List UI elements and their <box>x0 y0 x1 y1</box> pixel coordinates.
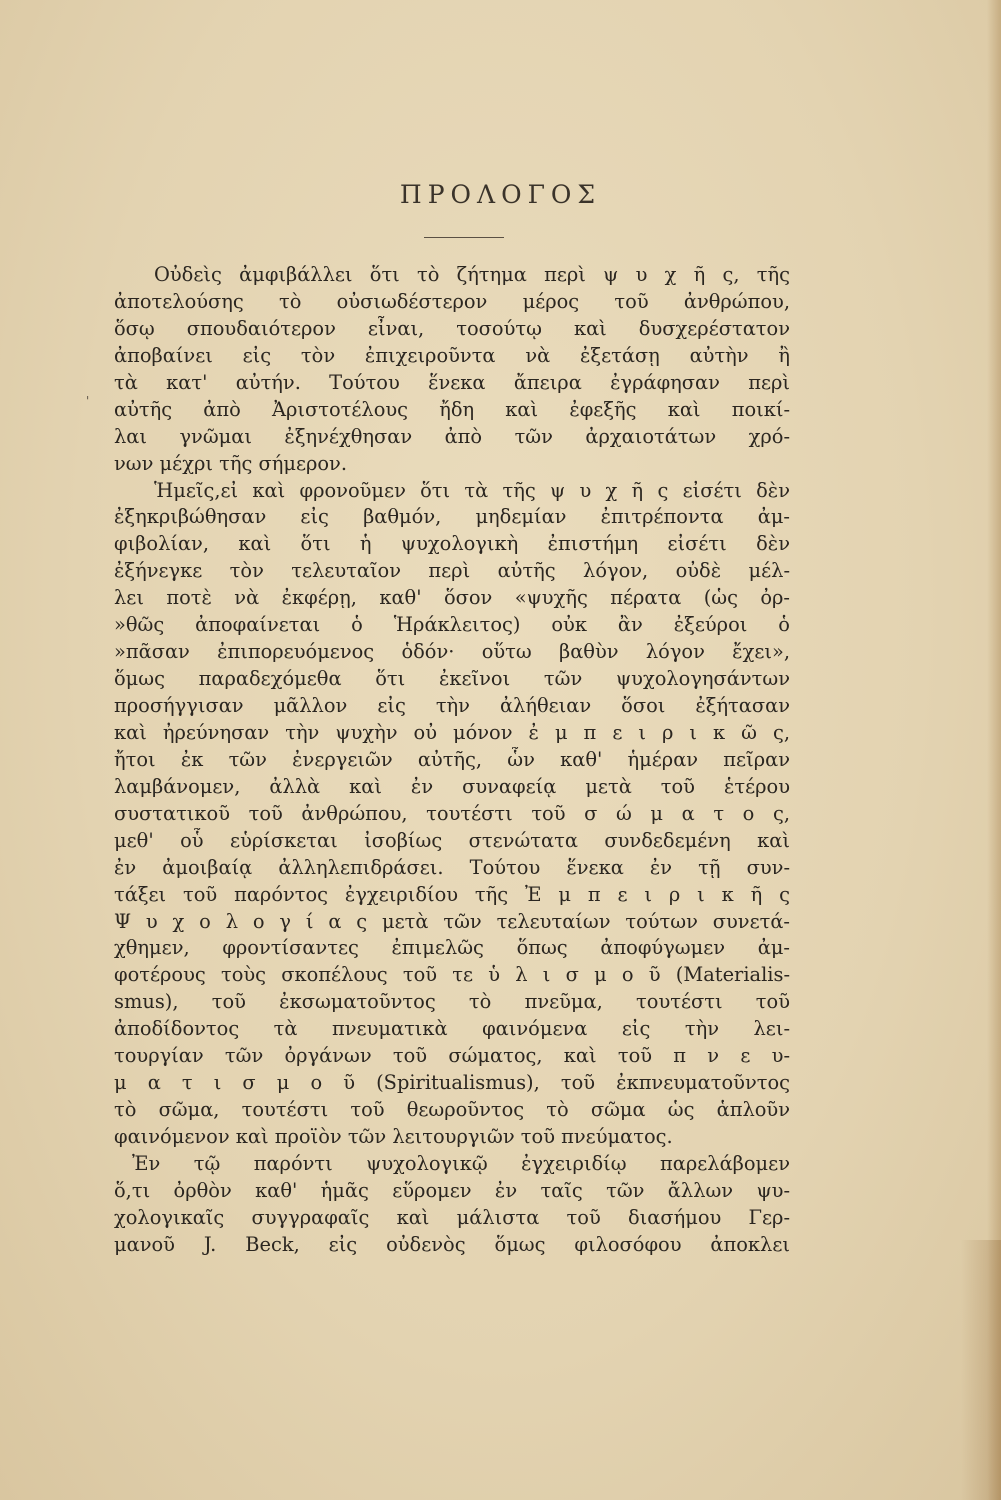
body-text <box>114 262 790 1259</box>
text-line: τουργίαν τῶν ὀργάνων τοῦ σώματος, καὶ τοῦ π ν ε υ- <box>114 1044 790 1068</box>
text-line: ἀποτελούσης τὸ οὐσιωδέστερον μέρος τοῦ ἀνθρώπου, <box>114 289 790 313</box>
text-line: Ἡμεῖς,εἰ καὶ φρονοῦμεν ὅτι τὰ τῆς ψ υ χ ῆ ς εἰσέτι δὲν <box>154 478 790 502</box>
text-line: νων μέχρι τῆς σήμερον. <box>114 451 348 475</box>
text-line: φοτέρους τοὺς σκοπέλους τοῦ τε ὑ λ ι σ μ ο ῦ (Materialis- <box>114 963 790 987</box>
text-line: ὅ,τι ὀρθὸν καθ' ἡμᾶς εὕρομεν ἐν ταῖς τῶν ἄλλων ψυ- <box>114 1178 790 1202</box>
text-line: τὸ σῶμα, τουτέστι τοῦ θεωροῦντος τὸ σῶμα ὡς ἁπλοῦν <box>114 1098 790 1122</box>
text-line: φιβολίαν, καὶ ὅτι ἡ ψυχολογικὴ ἐπιστήμη εἰσέτι δὲν <box>114 532 790 556</box>
text-line: τὰ κατ' αὐτήν. Τούτου ἕνεκα ἄπειρα ἐγράφησαν περὶ <box>114 370 790 394</box>
text-line: καὶ ἠρεύνησαν τὴν ψυχὴν οὐ μόνον ἐ μ π ε ι ρ ι κ ῶ ς, <box>114 720 790 744</box>
text-line: ἤτοι ἐκ τῶν ἐνεργειῶν αὐτῆς, ὧν καθ' ἡμέραν πεῖραν <box>114 747 790 771</box>
text-line: smus), τοῦ ἐκσωματοῦντος τὸ πνεῦμα, τουτέστι τοῦ <box>114 990 790 1014</box>
margin-mark: ' <box>86 394 90 408</box>
text-line: Ψ υ χ ο λ ο γ ί α ς μετὰ τῶν τελευταίων τούτων συνετά- <box>114 909 790 933</box>
text-line: ἀποβαίνει εἰς τὸν ἐπιχειροῦντα νὰ ἐξετάσῃ αὐτὴν ἢ <box>114 343 790 367</box>
text-line: ὅμως παραδεχόμεθα ὅτι ἐκεῖνοι τῶν ψυχολογησάντων <box>114 667 790 691</box>
text-line: Οὐδεὶς ἀμφιβάλλει ὅτι τὸ ζήτημα περὶ ψ υ χ ῆ ς, τῆς <box>154 263 790 286</box>
page-title: ΠΡΟΛΟΓΟΣ <box>399 180 602 209</box>
text-line: μ α τ ι σ μ ο ῦ (Spiritualismus), τοῦ ἐκπνευματοῦντος <box>114 1071 790 1095</box>
text-line: ἐξηκριβώθησαν εἰς βαθμόν, μηδεμίαν ἐπιτρέποντα ἀμ- <box>114 505 790 529</box>
text-line: συστατικοῦ τοῦ ἀνθρώπου, τουτέστι τοῦ σ ώ μ α τ ο ς, <box>114 801 790 825</box>
text-line: χολογικαῖς συγγραφαῖς καὶ μάλιστα τοῦ διασήμου Γερ- <box>114 1205 790 1229</box>
text-line: ὅσῳ σπουδαιότερον εἶναι, τοσούτῳ καὶ δυσχερέστατον <box>114 316 790 340</box>
text-line: ἀποδίδοντος τὰ πνευματικὰ φαινόμενα εἰς τὴν λει- <box>114 1017 790 1041</box>
text-line: λαι γνῶμαι ἐξηνέχθησαν ἀπὸ τῶν ἀρχαιοτάτων χρό- <box>114 424 790 448</box>
text-line: λει ποτὲ νὰ ἐκφέρῃ, καθ' ὅσον «ψυχῆς πέρατα (ὡς ὀρ- <box>114 586 790 610</box>
text-line: χθημεν, φροντίσαντες ἐπιμελῶς ὅπως ἀποφύγωμεν ἀμ- <box>114 936 790 960</box>
text-line: μεθ' οὗ εὑρίσκεται ἰσοβίως στενώτατα συνδεδεμένη καὶ <box>114 828 790 852</box>
text-line: φαινόμενον καὶ προϊὸν τῶν λειτουργιῶν τοῦ πνεύματος. <box>114 1125 673 1148</box>
text-line: ἐν ἀμοιβαίᾳ ἀλληλεπιδράσει. Τούτου ἕνεκα ἐν τῇ συν- <box>114 855 790 879</box>
text-line: προσήγγισαν μᾶλλον εἰς τὴν ἀλήθειαν ὅσοι ἐξήτασαν <box>114 694 790 717</box>
text-line: τάξει τοῦ παρόντος ἐγχειριδίου τῆς Ἐ μ π ε ι ρ ι κ ῆ ς <box>114 882 790 906</box>
text-line: Ἐν τῷ παρόντι ψυχολογικῷ ἐγχειριδίῳ παρελάβομεν <box>132 1151 790 1175</box>
page-corner-stain <box>961 1240 1001 1500</box>
text-line: ἐξήνεγκε τὸν τελευταῖον περὶ αὐτῆς λόγον, οὐδὲ μέλ- <box>114 559 790 583</box>
text-line: λαμβάνομεν, ἀλλὰ καὶ ἐν συναφείᾳ μετὰ τοῦ ἑτέρου <box>114 774 790 798</box>
title-rule <box>424 237 504 238</box>
text-line: μανοῦ J. Beck, εἰς οὐδενὸς ὅμως φιλοσόφου ἀποκλει <box>114 1232 790 1256</box>
text-line: »θῶς ἀποφαίνεται ὁ Ἡράκλειτος) οὐκ ἂν ἐξεύροι ὁ <box>114 613 790 637</box>
text-line: αὐτῆς ἀπὸ Ἀριστοτέλους ἤδη καὶ ἐφεξῆς καὶ ποικί- <box>114 397 790 421</box>
text-line: »πᾶσαν ἐπιπορευόμενος ὁδόν· οὕτω βαθὺν λόγον ἔχει», <box>114 640 790 664</box>
